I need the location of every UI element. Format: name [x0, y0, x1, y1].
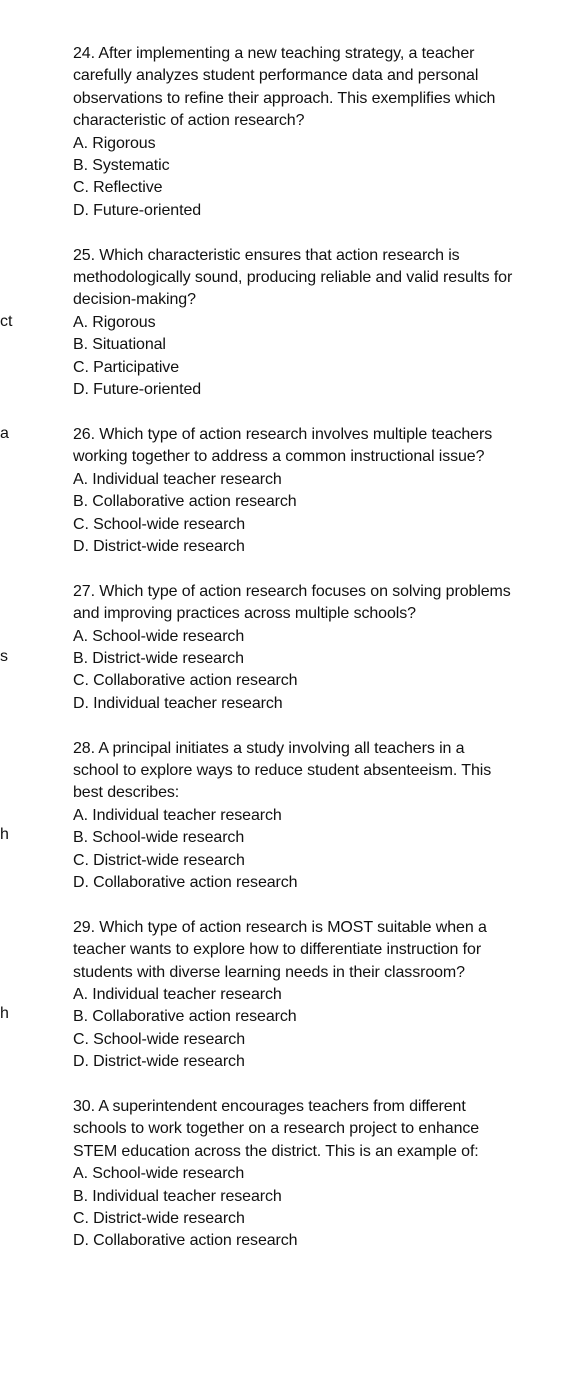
option-d: D. Collaborative action research	[73, 1232, 298, 1250]
option-d: D. Collaborative action research	[73, 873, 298, 891]
option-b: B. Situational	[73, 336, 166, 354]
left-margin-fragments	[0, 0, 20, 1374]
margin-fragment: ct	[0, 313, 13, 330]
option-b: B. Systematic	[73, 157, 170, 175]
question-27	[73, 581, 513, 715]
option-d: D. Individual teacher research	[73, 694, 283, 712]
question-28	[73, 738, 513, 895]
option-a: A. Individual teacher research	[73, 470, 282, 488]
answer-options	[73, 469, 513, 559]
question-stem: 29. Which type of action research is MOST suitable when a teacher wants to explore how to differentiate instruction for students with diverse learning needs in their classroom?	[73, 918, 487, 981]
margin-fragment: a	[0, 425, 9, 442]
answer-options	[73, 984, 513, 1074]
option-a: A. Rigorous	[73, 313, 156, 331]
answer-options	[73, 1163, 513, 1253]
answer-options	[73, 626, 513, 716]
question-stem: 27. Which type of action research focuses on solving problems and improving practices across multiple schools?	[73, 582, 511, 623]
margin-fragment: s	[0, 648, 8, 665]
option-d: D. Future-oriented	[73, 381, 202, 399]
margin-fragment: h	[0, 1005, 9, 1022]
option-c: C. District-wide research	[73, 1210, 245, 1228]
option-a: A. Individual teacher research	[73, 806, 282, 824]
question-stem: 30. A superintendent encourages teachers from different schools to work together on a research project to enhance STEM education across the district. This is an example of:	[73, 1098, 480, 1160]
option-c: C. Participative	[73, 358, 179, 376]
option-d: D. District-wide research	[73, 537, 245, 555]
option-a: A. Individual teacher research	[73, 985, 282, 1003]
margin-fragment: h	[0, 826, 9, 843]
answer-options	[73, 805, 513, 895]
question-stem: 28. A principal initiates a study involving all teachers in a school to explore ways to reduce student absenteeism. This best describes:	[73, 739, 492, 802]
question-24	[73, 43, 513, 222]
option-b: B. District-wide research	[73, 649, 244, 667]
option-b: B. Collaborative action research	[73, 493, 297, 511]
option-c: C. Collaborative action research	[73, 672, 298, 690]
option-d: D. Future-oriented	[73, 201, 202, 219]
question-30	[73, 1096, 513, 1253]
question-25	[73, 245, 513, 402]
question-stem: 25. Which characteristic ensures that action research is methodologically sound, producing reliable and valid results for decision-making?	[73, 246, 513, 309]
answer-options	[73, 133, 513, 223]
option-c: C. Reflective	[73, 179, 163, 197]
option-d: D. District-wide research	[73, 1053, 245, 1071]
option-c: C. District-wide research	[73, 851, 245, 869]
option-b: B. Collaborative action research	[73, 1008, 297, 1026]
option-c: C. School-wide research	[73, 1030, 245, 1048]
option-c: C. School-wide research	[73, 515, 245, 533]
answer-options	[73, 312, 513, 402]
option-a: A. School-wide research	[73, 627, 245, 645]
option-b: B. Individual teacher research	[73, 1187, 282, 1205]
question-26	[73, 424, 513, 558]
question-list	[73, 43, 513, 1275]
option-a: A. Rigorous	[73, 134, 156, 152]
question-29	[73, 917, 513, 1074]
question-stem: 26. Which type of action research involves multiple teachers working together to address a common instructional issue?	[73, 425, 493, 466]
question-stem: 24. After implementing a new teaching strategy, a teacher carefully analyzes student performance data and personal observations to refine their approach. This exemplifies which characteristic of action research?	[73, 45, 496, 130]
option-a: A. School-wide research	[73, 1165, 245, 1183]
option-b: B. School-wide research	[73, 829, 245, 847]
